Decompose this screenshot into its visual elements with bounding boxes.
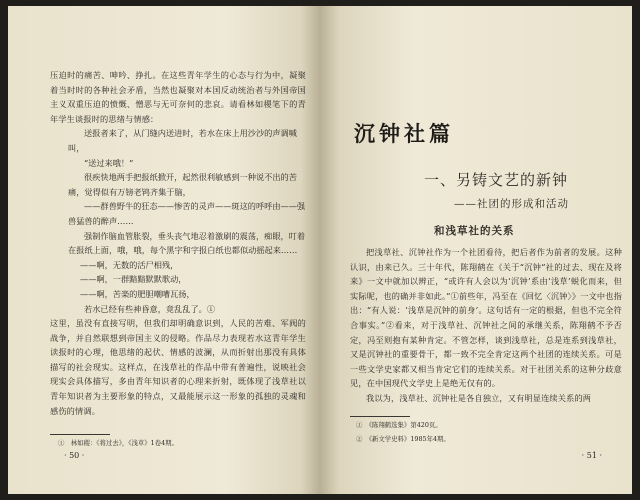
right-footnote-2: ② 《新文学史料》1985年4期。 — [356, 435, 450, 443]
left-page-number: · 50 · — [64, 451, 85, 460]
section-title: 和浅草社的关系 — [434, 225, 515, 237]
quote-closing-line: 若水已经有些神昏意，竟乱乱了。① — [84, 303, 216, 314]
sub-quote-line: ——啊，无数的活尸相残， — [80, 259, 179, 270]
footnote-rule — [50, 434, 110, 435]
left-paragraph-1: 压迫时的痛苦、呻吟、挣扎。在这些青年学生的心态与行为中，凝聚着当时时的各种社会矛盾，当然也凝聚对本国反动统治者与外国帝国主义双重压迫的愤慨、憎恶与无可奈何的悲哀。请看林如稷笔下的青年学生谈报时的思绪与情感： — [50, 70, 306, 124]
quote-line: 很疾快地两手把报纸掀开，起然很利敏感到一种说不出的苦痛，觉得似有万镑老鸨齐集于脑， — [68, 172, 297, 197]
sub-quote-line: ——啊，苦楽的肥胆嘲嘈瓦扬， — [80, 288, 195, 299]
right-body — [350, 245, 622, 406]
right-paragraph-2: 我以为，浅草社、沉钟社是各自独立，又有明显连续关系的两 — [366, 392, 592, 403]
chapter-title: 一、另铸文艺的新钟 — [424, 171, 569, 189]
book-spread — [8, 6, 632, 494]
chapter-subtitle: ——社团的形成和活动 — [454, 198, 569, 210]
left-footnote: ① 林如稷：《将过去》，《浅草》1卷4期。 — [58, 439, 178, 447]
footnote-rule — [350, 416, 410, 417]
sub-quote-line: ——啊，一群黯黯默默歌动， — [80, 274, 187, 285]
quote-line: ——群兽野牛的狂态——惨苦的灵声——斑这的呼呼由——强兽猛兽的醉声…… — [68, 201, 306, 226]
right-footnote-1: ① 《陈翔鹤选集》第420页。 — [356, 421, 442, 429]
quote-line: 强制作脑血管胀裂，垂头丧气地忍着激刷的震荡，痴眼，叮着在报纸上面，哦，哦，每个黑字和字报白纸也都似动摇起来…… — [68, 230, 306, 256]
quote-line: “送过来哦！” — [84, 157, 134, 168]
right-page — [320, 6, 632, 494]
right-page-number: · 51 · — [581, 451, 602, 460]
left-paragraph-2: 这里，虽没有直接写明，但我们却明确意识到，人民的苦难、军阀的战争，并自然联想到帝国主义的侵略。作品尽力表现若水这青年学生读报时的心理，他思绪的起伏、情感的波澜，从而折射出那没有具体描写的社会现实。这样点，在浅草社的作品中带有普遍性，说映社会现实会具体描写，多由青年知识者的心理来折射，既体现了浅草社以青年知识者为主要形象的特点，又最能展示这一形象的孤独的灵魂和感伤的情调。 — [50, 318, 306, 416]
left-page — [8, 6, 320, 494]
quote-line: 送报者来了，从门缝内送进时，若水在床上用沙沙的声调喊叫， — [68, 128, 297, 153]
right-paragraph-1: 把浅草社、沉钟社作为一个社团看待，把后者作为前者的发展。这种认识，由来已久。三十年代，陈翔鹤在《关于“沉钟”社的过去、现在及将来》一文中就加以辨正，“或许有人会以为‘沉钟’系由‘浅草’蜕化而来，但实际呢，也的确并非如此。”①前些年，冯至在《回忆〈沉钟〉》一文中也指出：“有人说：‘浅草是沉钟的前身’。这句话有一定的根据，但也不完全符合事实。”②看来，对于浅草社、沉钟社之间的承继关系，陈翔鹤不予否定，冯至则抱有某种肯定。不管怎样，谈到浅草社，总是连系到浅草社，又是沉钟社的重要骨干，都一致不完全肯定这两个社团的连续关系。可是一些文学史家都又相当肯定它们的连续关系。对于社团关系的这种分歧意见，在中国现代文学史上是绝无仅有的。 — [350, 247, 622, 389]
part-title: 沉钟社篇 — [354, 122, 454, 146]
